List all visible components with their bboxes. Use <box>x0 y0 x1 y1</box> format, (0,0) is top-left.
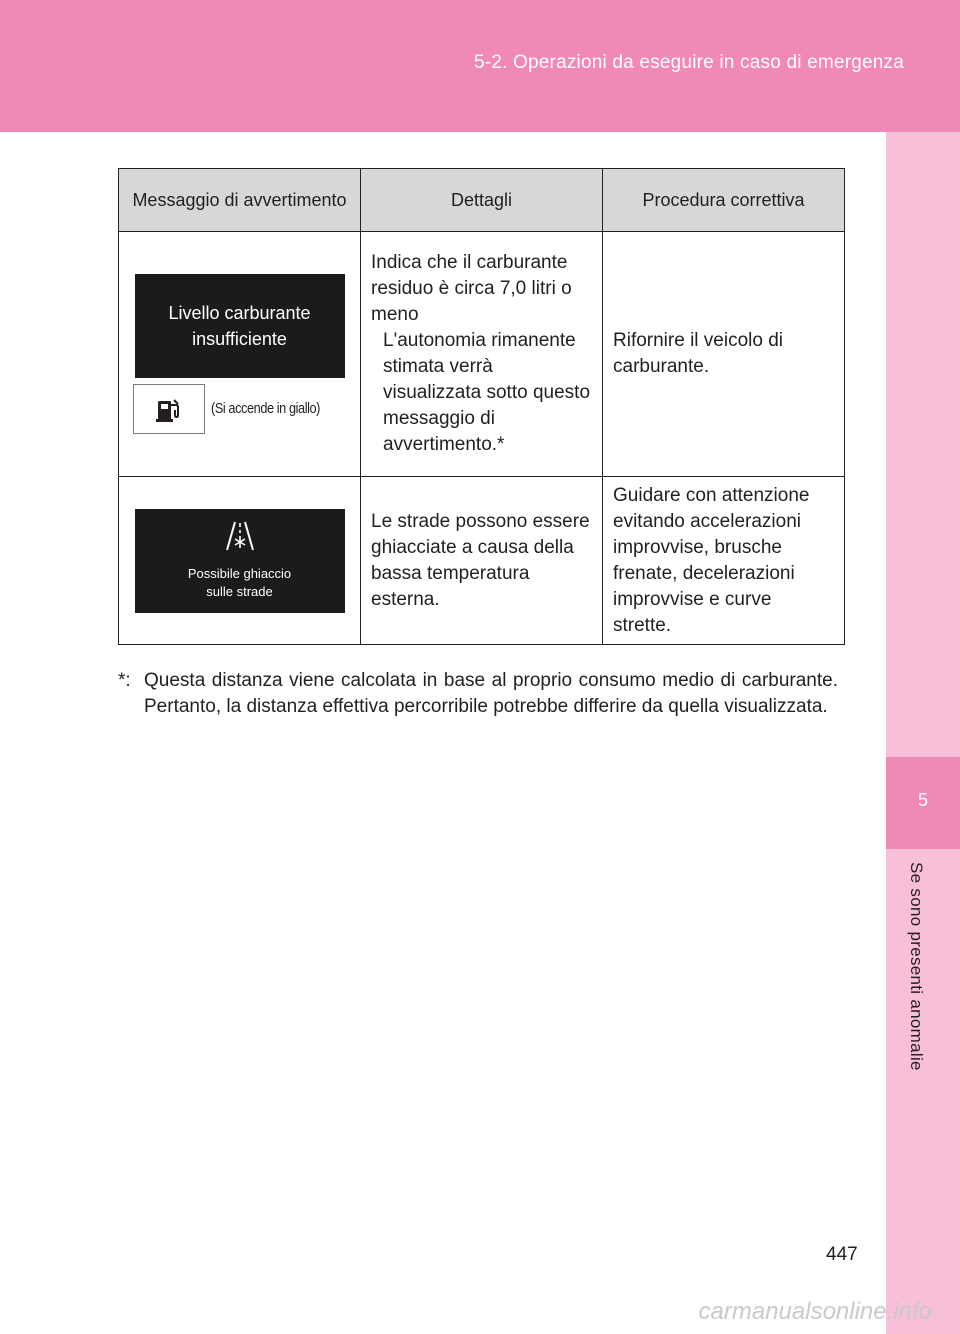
section-title: 5-2. Operazioni da eseguire in caso di emergenza <box>474 52 904 73</box>
warning-messages-table <box>118 168 845 645</box>
footnote-mark: *: <box>118 670 131 691</box>
icon-color-note: (Si accende in giallo) <box>211 400 321 417</box>
page-number: 447 <box>826 1244 858 1265</box>
column-header-message: Messaggio di avvertimento <box>119 169 361 232</box>
procedure-cell-ice: Guidare con attenzione evitando accelerazioni improvvise, brusche frenate, decelerazioni improvvise e curve strette. <box>603 477 845 645</box>
chapter-number: 5 <box>917 790 928 810</box>
column-header-details: Dettagli <box>361 169 603 232</box>
table-row <box>119 232 845 477</box>
footnote-text: Questa distanza viene calcolata in base al proprio consumo medio di carburante. Pertanto, la distanza effettiva percorribile potrebbe differire da quella visualizzata. <box>144 670 838 717</box>
fuel-pump-icon <box>133 384 205 434</box>
details-cell-ice: Le strade possono essere ghiacciate a causa della bassa temperatura esterna. <box>361 477 603 645</box>
fuel-screen-line-1: Livello carburante <box>168 303 311 323</box>
details-intro: Indica che il carburante residuo è circa 7,0 litri o meno <box>371 252 572 325</box>
fuel-screen-line-2: insufficiente <box>192 329 287 349</box>
details-cell-fuel <box>361 232 603 477</box>
chapter-title: Se sono presenti anomalie <box>907 862 926 1071</box>
ice-warning-screen <box>135 509 345 613</box>
table-header-row <box>119 169 845 232</box>
road-ice-icon <box>224 520 256 557</box>
footnote <box>118 668 838 720</box>
message-cell-fuel <box>119 232 361 477</box>
ice-screen-line-1: Possibile ghiaccio <box>187 566 292 581</box>
procedure-cell-fuel: Rifornire il veicolo di carburante. <box>603 232 845 477</box>
fuel-warning-screen <box>135 274 345 378</box>
ice-screen-line-2: sulle strade <box>206 584 273 599</box>
chapter-side-tab <box>886 132 960 1334</box>
column-header-procedure: Procedura correttiva <box>603 169 845 232</box>
watermark: carmanualsonline.info <box>698 1298 932 1325</box>
header-band <box>0 0 960 132</box>
details-sub: L'autonomia rimanente stimata verrà visualizzata sotto questo messaggio di avvertimento.* <box>383 330 591 455</box>
table-row <box>119 477 845 645</box>
message-cell-ice <box>119 477 361 645</box>
